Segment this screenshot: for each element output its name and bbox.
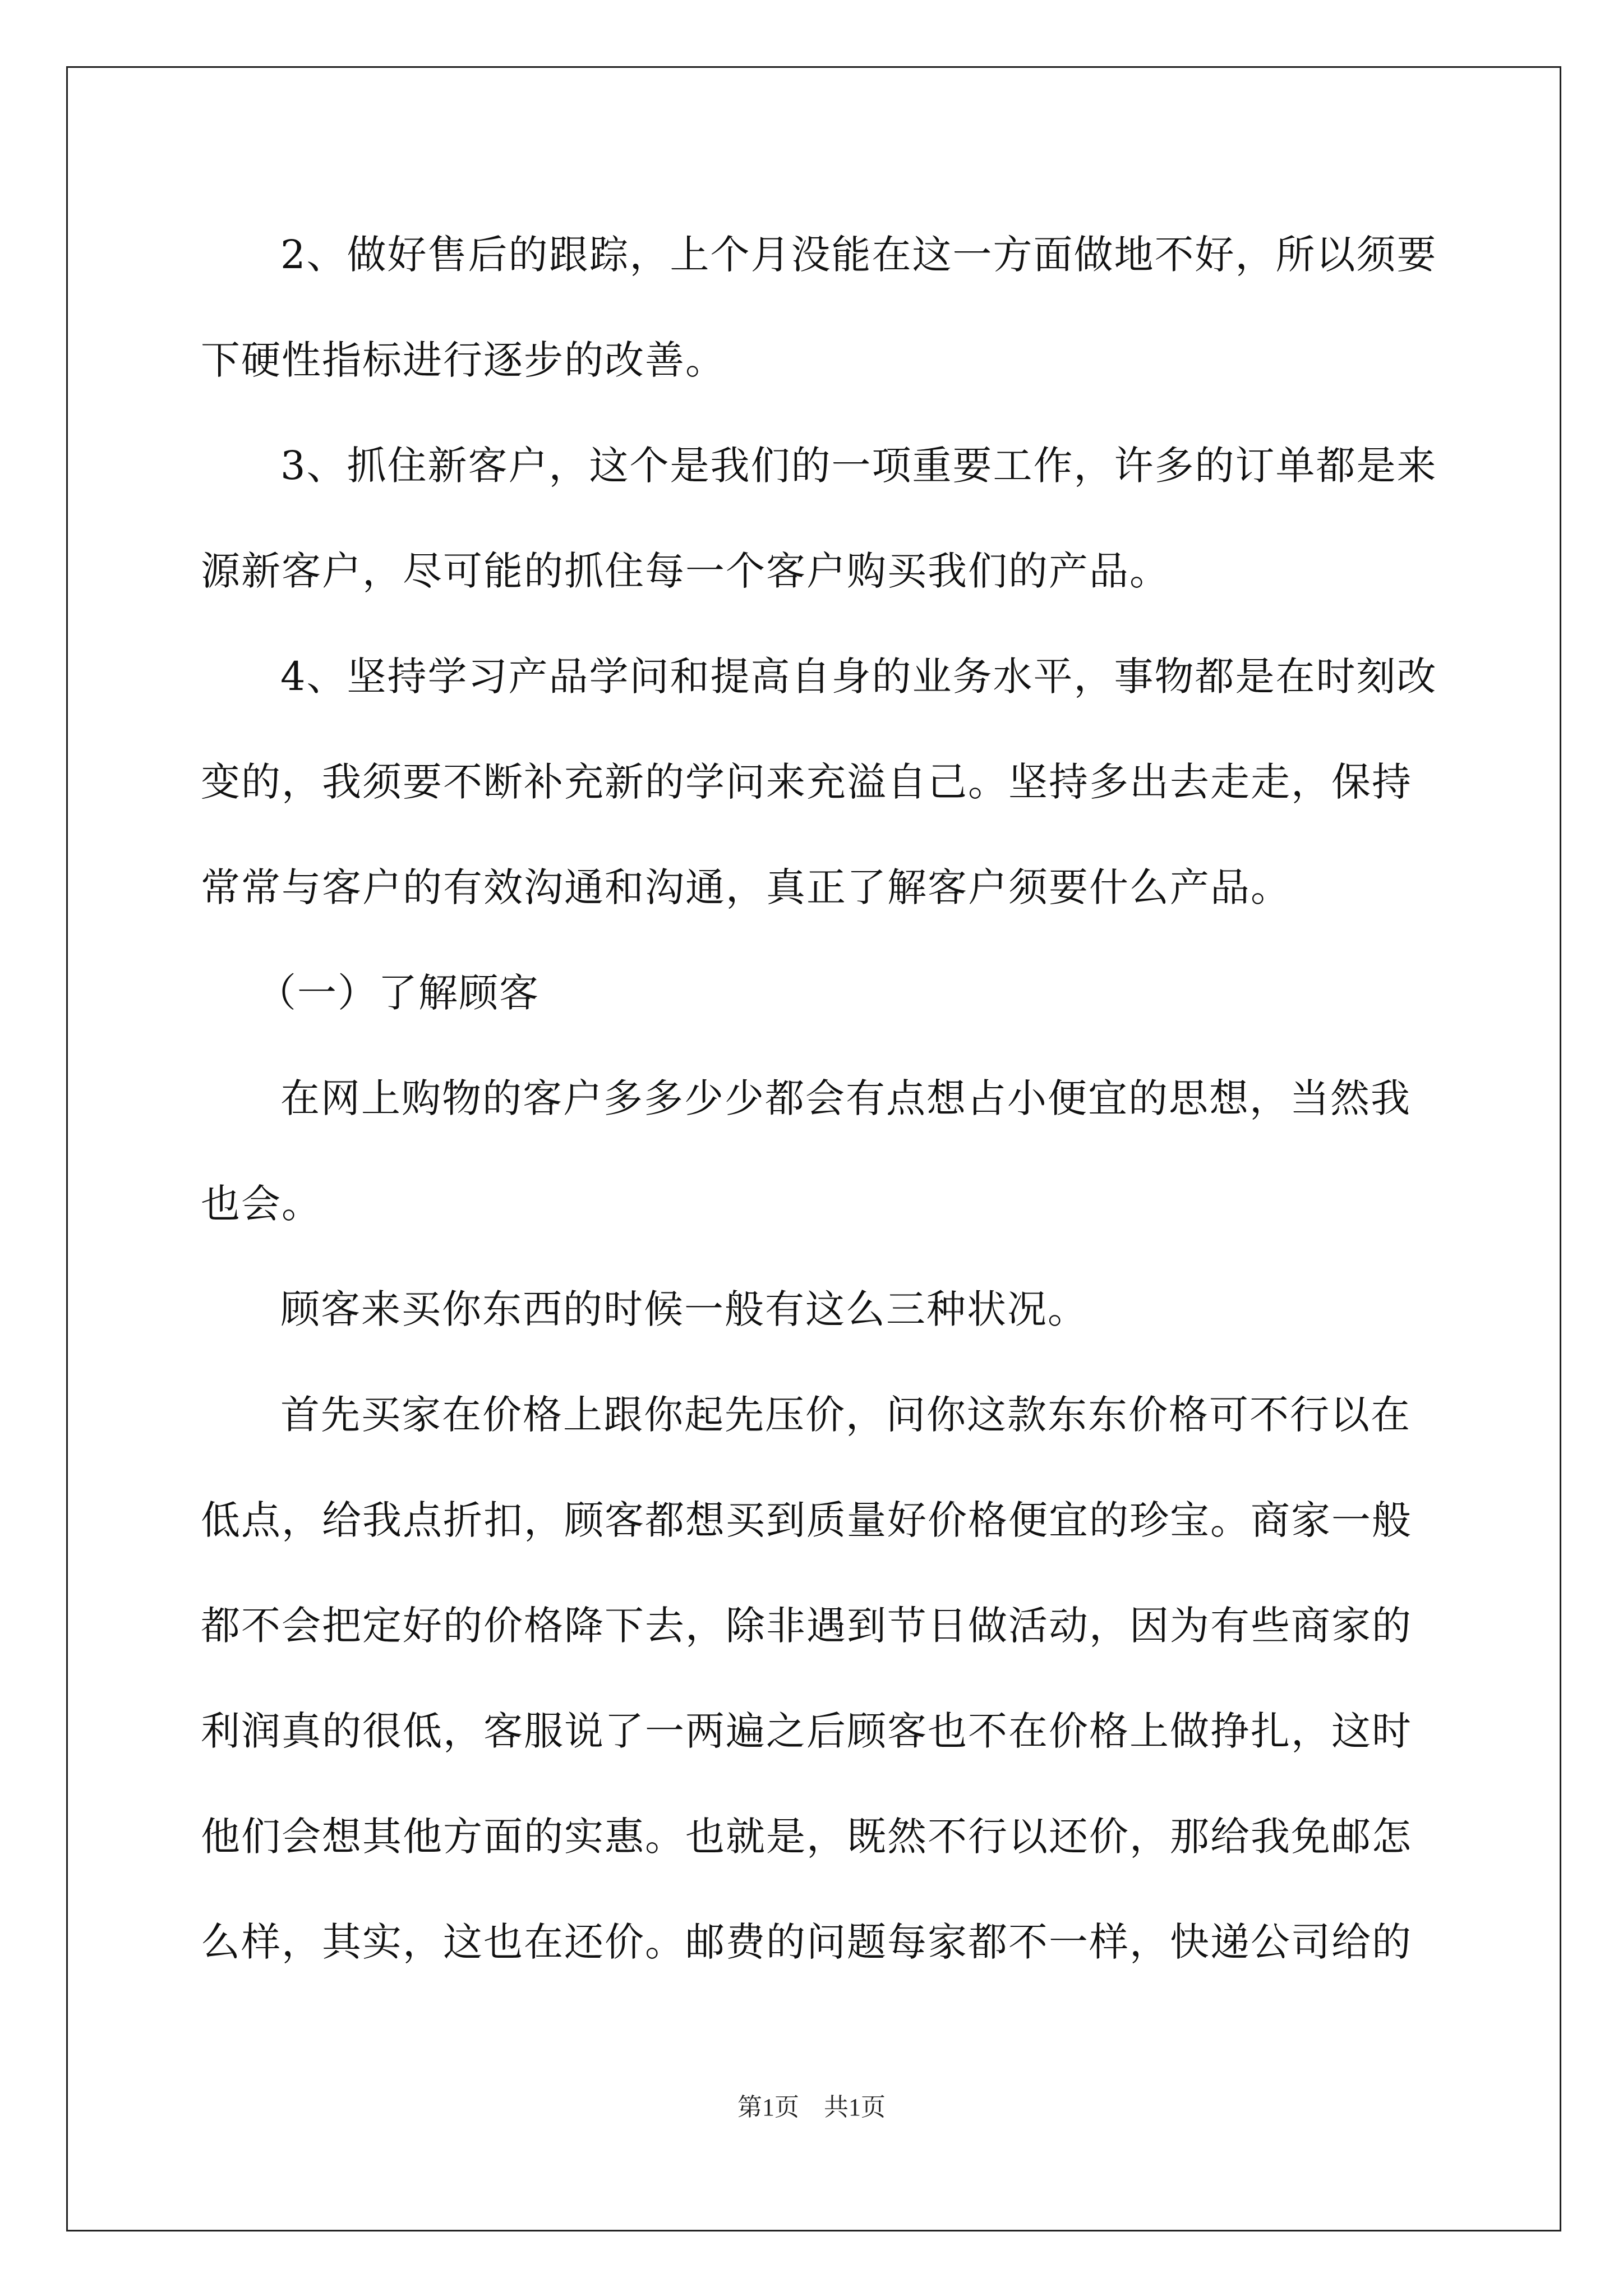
paragraph-7-line-4: 利润真的很低，客服说了一两遍之后顾客也不在价格上做挣扎，这时 [201, 1708, 1412, 1754]
paragraph-7-line-2: 低点，给我点折扣，顾客都想买到质量好价格便宜的珍宝。商家一般 [201, 1497, 1412, 1543]
paragraph-6-line-1: 顾客来买你东西的时候一般有这么三种状况。 [280, 1286, 1088, 1332]
page-number-footer: 第1页 共1页 [737, 2093, 886, 2121]
section-heading: （一）了解顾客 [257, 970, 540, 1016]
paragraph-2-line-2: 下硬性指标进行逐步的改善。 [201, 337, 726, 383]
paragraph-5-line-2: 也会。 [201, 1181, 322, 1227]
document-body [201, 202, 1437, 1995]
paragraph-4-line-1: 4、坚持学习产品学问和提高自身的业务水平，事物都是在时刻改 [280, 654, 1437, 700]
paragraph-7-line-1: 首先买家在价格上跟你起先压价，问你这款东东价格可不行以在 [280, 1392, 1411, 1438]
paragraph-4-line-2: 变的，我须要不断补充新的学问来充溢自己。坚持多出去走走，保持 [201, 759, 1412, 805]
paragraph-7-line-5: 他们会想其他方面的实惠。也就是，既然不行以还价，那给我免邮怎 [201, 1814, 1412, 1860]
paragraph-7-line-6: 么样，其实，这也在还价。邮费的问题每家都不一样，快递公司给的 [201, 1919, 1412, 1965]
paragraph-7-line-3: 都不会把定好的价格降下去，除非遇到节日做活动，因为有些商家的 [201, 1603, 1412, 1649]
paragraph-5-line-1: 在网上购物的客户多多少少都会有点想占小便宜的思想，当然我 [280, 1075, 1411, 1121]
paragraph-4-line-3: 常常与客户的有效沟通和沟通，真正了解客户须要什么产品。 [201, 864, 1291, 910]
paragraph-3-line-2: 源新客户，尽可能的抓住每一个客户购买我们的产品。 [201, 548, 1170, 594]
paragraph-2-line-1: 2、做好售后的跟踪，上个月没能在这一方面做地不好，所以须要 [280, 232, 1437, 278]
paragraph-3-line-1: 3、抓住新客户，这个是我们的一项重要工作，许多的订单都是来 [280, 443, 1437, 489]
